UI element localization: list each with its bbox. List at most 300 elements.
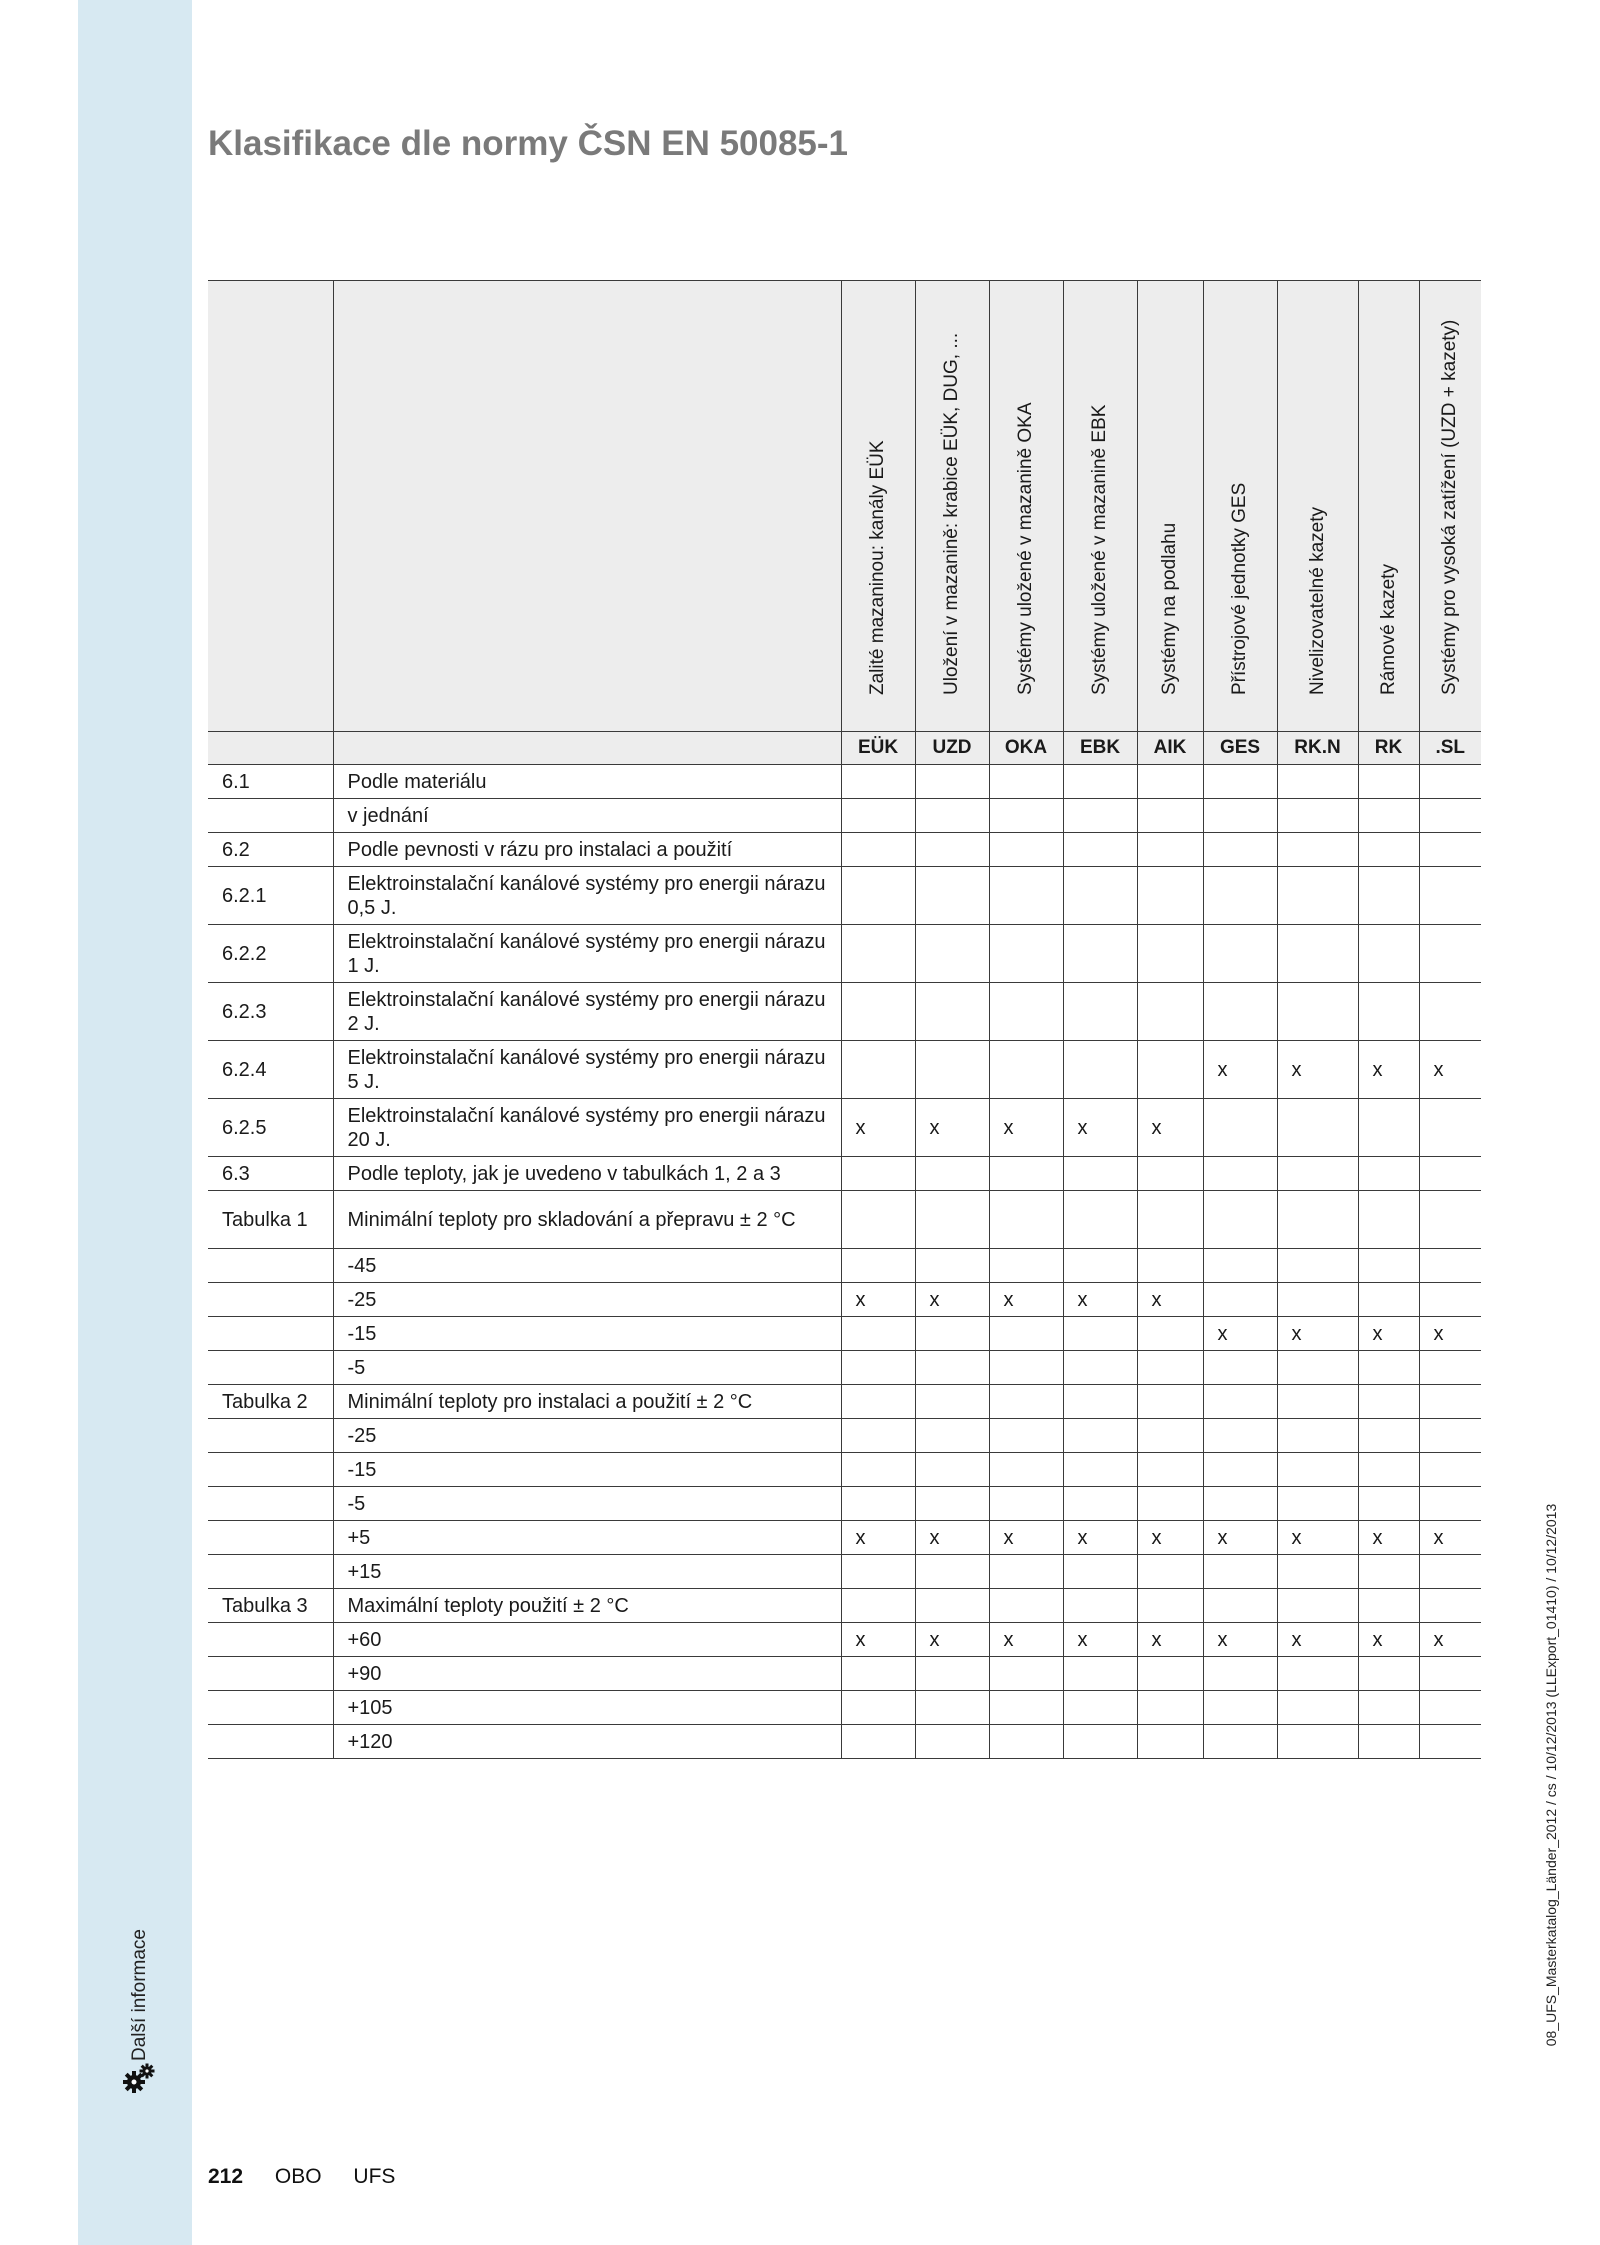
mark-cell: x xyxy=(1137,1283,1203,1317)
table-row xyxy=(208,1157,1481,1191)
mark-cell xyxy=(1203,1487,1277,1521)
table-row xyxy=(208,765,1481,799)
mark-cell xyxy=(1277,1283,1358,1317)
table-row xyxy=(208,1385,1481,1419)
column-code-row xyxy=(208,732,1481,765)
row-number xyxy=(208,1555,333,1589)
mark-cell: x xyxy=(915,1283,989,1317)
mark-cell xyxy=(1137,1191,1203,1249)
table-row xyxy=(208,1317,1481,1351)
mark-cell xyxy=(989,1249,1063,1283)
table-row xyxy=(208,1487,1481,1521)
table-row xyxy=(208,1589,1481,1623)
mark-cell xyxy=(1419,925,1481,983)
mark-cell xyxy=(1358,1487,1419,1521)
header-blank-cell xyxy=(333,281,841,732)
mark-cell: x xyxy=(1203,1317,1277,1351)
mark-cell: x xyxy=(1137,1099,1203,1157)
row-number xyxy=(208,1419,333,1453)
column-code: RK xyxy=(1358,732,1419,765)
row-label: -5 xyxy=(333,1351,841,1385)
mark-cell xyxy=(1277,833,1358,867)
mark-cell xyxy=(989,867,1063,925)
mark-cell xyxy=(1277,1351,1358,1385)
row-number: 6.2.2 xyxy=(208,925,333,983)
mark-cell xyxy=(1277,983,1358,1041)
table-row xyxy=(208,1041,1481,1099)
table-row xyxy=(208,1521,1481,1555)
mark-cell xyxy=(989,833,1063,867)
mark-cell xyxy=(1137,1385,1203,1419)
row-label: Elektroinstalační kanálové systémy pro energii nárazu 2 J. xyxy=(333,983,841,1041)
mark-cell xyxy=(1203,833,1277,867)
mark-cell: x xyxy=(989,1521,1063,1555)
column-code: UZD xyxy=(915,732,989,765)
mark-cell xyxy=(1277,1487,1358,1521)
mark-cell xyxy=(1063,1041,1137,1099)
mark-cell xyxy=(1203,1453,1277,1487)
row-number xyxy=(208,1487,333,1521)
row-label: Minimální teploty pro skladování a přepravu ± 2 °C xyxy=(333,1191,841,1249)
mark-cell xyxy=(1419,1283,1481,1317)
mark-cell xyxy=(1137,1657,1203,1691)
row-label: Elektroinstalační kanálové systémy pro energii nárazu 20 J. xyxy=(333,1099,841,1157)
mark-cell: x xyxy=(841,1099,915,1157)
mark-cell xyxy=(1063,1351,1137,1385)
table-row xyxy=(208,1555,1481,1589)
mark-cell xyxy=(1358,925,1419,983)
mark-cell xyxy=(1419,1657,1481,1691)
mark-cell xyxy=(1063,1157,1137,1191)
mark-cell xyxy=(1277,1657,1358,1691)
table-row xyxy=(208,867,1481,925)
row-label: Elektroinstalační kanálové systémy pro energii nárazu 1 J. xyxy=(333,925,841,983)
table-row xyxy=(208,1453,1481,1487)
mark-cell xyxy=(1419,1191,1481,1249)
row-number xyxy=(208,1725,333,1759)
mark-cell xyxy=(1137,1691,1203,1725)
mark-cell xyxy=(1358,867,1419,925)
mark-cell xyxy=(841,1041,915,1099)
mark-cell xyxy=(841,1351,915,1385)
mark-cell xyxy=(1203,1157,1277,1191)
mark-cell xyxy=(1358,983,1419,1041)
mark-cell: x xyxy=(1277,1041,1358,1099)
row-number: Tabulka 3 xyxy=(208,1589,333,1623)
mark-cell xyxy=(1203,1725,1277,1759)
mark-cell xyxy=(1419,1157,1481,1191)
page-number: 212 xyxy=(208,2165,244,2188)
mark-cell xyxy=(1358,1657,1419,1691)
mark-cell xyxy=(1419,1725,1481,1759)
mark-cell xyxy=(1137,867,1203,925)
mark-cell xyxy=(1277,1099,1358,1157)
code-blank-cell xyxy=(333,732,841,765)
row-number xyxy=(208,1657,333,1691)
row-number xyxy=(208,1521,333,1555)
row-label: +60 xyxy=(333,1623,841,1657)
mark-cell xyxy=(841,833,915,867)
mark-cell xyxy=(1419,1419,1481,1453)
mark-cell: x xyxy=(989,1283,1063,1317)
mark-cell xyxy=(915,799,989,833)
mark-cell xyxy=(1203,1419,1277,1453)
row-number xyxy=(208,1283,333,1317)
column-header xyxy=(841,281,915,732)
gears-icon xyxy=(120,2060,160,2100)
mark-cell xyxy=(841,983,915,1041)
row-label: Elektroinstalační kanálové systémy pro energii nárazu 0,5 J. xyxy=(333,867,841,925)
mark-cell xyxy=(1063,1589,1137,1623)
mark-cell xyxy=(1203,1351,1277,1385)
row-label: Podle pevnosti v rázu pro instalaci a použití xyxy=(333,833,841,867)
mark-cell: x xyxy=(1358,1623,1419,1657)
table-row xyxy=(208,1283,1481,1317)
mark-cell xyxy=(1277,1157,1358,1191)
mark-cell: x xyxy=(1137,1623,1203,1657)
row-label: +15 xyxy=(333,1555,841,1589)
mark-cell xyxy=(1358,1589,1419,1623)
mark-cell xyxy=(1277,1419,1358,1453)
mark-cell: x xyxy=(1063,1521,1137,1555)
mark-cell xyxy=(989,1691,1063,1725)
table-row xyxy=(208,1691,1481,1725)
column-header-label: Systémy uložené v mazanině EBK xyxy=(1089,404,1110,695)
mark-cell: x xyxy=(841,1283,915,1317)
mark-cell xyxy=(1358,765,1419,799)
mark-cell xyxy=(915,1317,989,1351)
mark-cell xyxy=(1203,1555,1277,1589)
mark-cell xyxy=(1358,799,1419,833)
mark-cell xyxy=(1277,799,1358,833)
mark-cell xyxy=(915,1385,989,1419)
mark-cell xyxy=(1063,1691,1137,1725)
mark-cell xyxy=(1137,833,1203,867)
table-row xyxy=(208,983,1481,1041)
mark-cell xyxy=(1419,983,1481,1041)
mark-cell xyxy=(1203,867,1277,925)
mark-cell: x xyxy=(1419,1317,1481,1351)
mark-cell xyxy=(1203,765,1277,799)
row-number: Tabulka 2 xyxy=(208,1385,333,1419)
mark-cell xyxy=(1419,1453,1481,1487)
column-header-label: Uložení v mazanině: krabice EÜK, DUG, ... xyxy=(941,332,962,695)
mark-cell xyxy=(915,1453,989,1487)
mark-cell xyxy=(1419,1589,1481,1623)
row-number xyxy=(208,1249,333,1283)
row-label: -15 xyxy=(333,1317,841,1351)
column-header-label: Rámové kazety xyxy=(1377,564,1399,695)
mark-cell xyxy=(915,925,989,983)
mark-cell xyxy=(1203,1385,1277,1419)
row-label: -15 xyxy=(333,1453,841,1487)
mark-cell xyxy=(1137,983,1203,1041)
sidebar-band xyxy=(78,0,192,2245)
row-number: 6.2.1 xyxy=(208,867,333,925)
column-code: AIK xyxy=(1137,732,1203,765)
print-metadata: 08_UFS_Masterkatalog_Länder_2012 / cs / 10/12/2013 (LLExport_01410) / 10/12/2013 xyxy=(1543,1503,1559,2047)
mark-cell: x xyxy=(1277,1317,1358,1351)
sidebar-section-label: Další informace xyxy=(129,1929,150,2061)
row-number: 6.2.3 xyxy=(208,983,333,1041)
mark-cell xyxy=(1203,983,1277,1041)
mark-cell xyxy=(1358,1157,1419,1191)
row-number: 6.1 xyxy=(208,765,333,799)
mark-cell: x xyxy=(1358,1521,1419,1555)
mark-cell xyxy=(1063,1657,1137,1691)
mark-cell xyxy=(1203,1283,1277,1317)
mark-cell xyxy=(841,765,915,799)
mark-cell: x xyxy=(989,1099,1063,1157)
mark-cell xyxy=(1419,1487,1481,1521)
column-header xyxy=(989,281,1063,732)
mark-cell: x xyxy=(841,1521,915,1555)
mark-cell xyxy=(1137,765,1203,799)
mark-cell xyxy=(841,1589,915,1623)
mark-cell xyxy=(1358,1249,1419,1283)
mark-cell xyxy=(1063,1453,1137,1487)
mark-cell xyxy=(1203,1191,1277,1249)
mark-cell xyxy=(1063,1249,1137,1283)
row-label: Minimální teploty pro instalaci a použití ± 2 °C xyxy=(333,1385,841,1419)
row-label: +120 xyxy=(333,1725,841,1759)
mark-cell xyxy=(1419,1385,1481,1419)
table-row xyxy=(208,1191,1481,1249)
mark-cell: x xyxy=(1419,1623,1481,1657)
mark-cell xyxy=(1203,1657,1277,1691)
mark-cell xyxy=(841,1249,915,1283)
column-header xyxy=(1137,281,1203,732)
mark-cell xyxy=(841,1191,915,1249)
column-header xyxy=(1419,281,1481,732)
mark-cell xyxy=(1137,1487,1203,1521)
mark-cell xyxy=(1063,1555,1137,1589)
mark-cell: x xyxy=(1063,1623,1137,1657)
mark-cell xyxy=(1419,867,1481,925)
mark-cell xyxy=(1277,1555,1358,1589)
mark-cell xyxy=(1137,1157,1203,1191)
row-number xyxy=(208,799,333,833)
row-label: +105 xyxy=(333,1691,841,1725)
mark-cell xyxy=(915,1555,989,1589)
row-number xyxy=(208,1691,333,1725)
mark-cell xyxy=(1063,983,1137,1041)
mark-cell xyxy=(1358,1385,1419,1419)
table-row xyxy=(208,799,1481,833)
mark-cell xyxy=(1277,1385,1358,1419)
mark-cell: x xyxy=(841,1623,915,1657)
mark-cell xyxy=(989,1351,1063,1385)
mark-cell xyxy=(989,1725,1063,1759)
mark-cell xyxy=(1063,765,1137,799)
row-number: 6.2.4 xyxy=(208,1041,333,1099)
mark-cell xyxy=(915,1157,989,1191)
mark-cell xyxy=(915,1589,989,1623)
mark-cell xyxy=(1063,833,1137,867)
mark-cell xyxy=(1358,1419,1419,1453)
mark-cell xyxy=(915,765,989,799)
mark-cell xyxy=(1137,1725,1203,1759)
mark-cell xyxy=(841,1555,915,1589)
table-row xyxy=(208,1099,1481,1157)
table-row xyxy=(208,925,1481,983)
mark-cell xyxy=(1277,867,1358,925)
mark-cell xyxy=(915,1657,989,1691)
mark-cell: x xyxy=(1419,1041,1481,1099)
mark-cell xyxy=(841,1419,915,1453)
mark-cell xyxy=(1419,1691,1481,1725)
mark-cell: x xyxy=(1137,1521,1203,1555)
page-footer xyxy=(208,2165,395,2189)
mark-cell: x xyxy=(1203,1623,1277,1657)
mark-cell xyxy=(1358,1191,1419,1249)
column-header-label: Nivelizovatelné kazety xyxy=(1306,507,1328,695)
row-label: Maximální teploty použití ± 2 °C xyxy=(333,1589,841,1623)
mark-cell xyxy=(1137,1453,1203,1487)
mark-cell xyxy=(1203,1691,1277,1725)
column-code: EBK xyxy=(1063,732,1137,765)
mark-cell xyxy=(1063,1419,1137,1453)
mark-cell xyxy=(1137,1317,1203,1351)
mark-cell xyxy=(1358,1691,1419,1725)
mark-cell xyxy=(915,833,989,867)
mark-cell xyxy=(1137,1041,1203,1099)
mark-cell xyxy=(1419,1099,1481,1157)
mark-cell xyxy=(989,1487,1063,1521)
mark-cell xyxy=(1358,1453,1419,1487)
mark-cell xyxy=(1277,925,1358,983)
mark-cell xyxy=(841,1317,915,1351)
mark-cell xyxy=(841,867,915,925)
column-header-label: Systémy na podlahu xyxy=(1159,522,1180,695)
code-blank-cell xyxy=(208,732,333,765)
mark-cell: x xyxy=(989,1623,1063,1657)
mark-cell xyxy=(1137,799,1203,833)
mark-cell: x xyxy=(915,1099,989,1157)
column-header-label: Systémy uložené v mazanině OKA xyxy=(1015,402,1036,695)
mark-cell xyxy=(1203,1249,1277,1283)
mark-cell xyxy=(1358,833,1419,867)
mark-cell xyxy=(1137,1555,1203,1589)
mark-cell xyxy=(1277,1725,1358,1759)
row-number: 6.2.5 xyxy=(208,1099,333,1157)
column-header xyxy=(1063,281,1137,732)
mark-cell xyxy=(989,1157,1063,1191)
mark-cell xyxy=(1063,925,1137,983)
mark-cell xyxy=(1137,1419,1203,1453)
mark-cell xyxy=(915,983,989,1041)
mark-cell xyxy=(1063,1385,1137,1419)
mark-cell xyxy=(1203,1589,1277,1623)
column-header xyxy=(1277,281,1358,732)
mark-cell: x xyxy=(1277,1623,1358,1657)
mark-cell xyxy=(1137,1249,1203,1283)
mark-cell xyxy=(1137,925,1203,983)
column-code: RK.N xyxy=(1277,732,1358,765)
mark-cell xyxy=(1358,1555,1419,1589)
mark-cell xyxy=(989,799,1063,833)
row-label: Podle teploty, jak je uvedeno v tabulkách 1, 2 a 3 xyxy=(333,1157,841,1191)
mark-cell: x xyxy=(915,1521,989,1555)
row-number: 6.3 xyxy=(208,1157,333,1191)
mark-cell xyxy=(989,1041,1063,1099)
mark-cell xyxy=(1358,1725,1419,1759)
mark-cell xyxy=(1419,765,1481,799)
mark-cell xyxy=(1277,1691,1358,1725)
row-label: +90 xyxy=(333,1657,841,1691)
mark-cell xyxy=(1277,1453,1358,1487)
column-header xyxy=(915,281,989,732)
row-number xyxy=(208,1351,333,1385)
mark-cell: x xyxy=(1358,1317,1419,1351)
mark-cell: x xyxy=(915,1623,989,1657)
brand-name: OBO xyxy=(274,2165,322,2188)
mark-cell xyxy=(1203,799,1277,833)
mark-cell: x xyxy=(1419,1521,1481,1555)
mark-cell xyxy=(989,1453,1063,1487)
mark-cell xyxy=(1358,1351,1419,1385)
mark-cell xyxy=(1419,1555,1481,1589)
row-label: Elektroinstalační kanálové systémy pro energii nárazu 5 J. xyxy=(333,1041,841,1099)
mark-cell: x xyxy=(1358,1041,1419,1099)
mark-cell xyxy=(1277,765,1358,799)
mark-cell xyxy=(1137,1589,1203,1623)
table-row xyxy=(208,1725,1481,1759)
mark-cell: x xyxy=(1277,1521,1358,1555)
column-header-label: Zalité mazaninou: kanály EÜK xyxy=(867,440,888,695)
mark-cell xyxy=(989,1385,1063,1419)
table-row xyxy=(208,1249,1481,1283)
mark-cell xyxy=(841,1657,915,1691)
row-number xyxy=(208,1623,333,1657)
row-label: -25 xyxy=(333,1419,841,1453)
mark-cell xyxy=(1063,1487,1137,1521)
mark-cell xyxy=(1358,1099,1419,1157)
column-header-label: Přístrojové jednotky GES xyxy=(1229,482,1250,695)
mark-cell xyxy=(1277,1191,1358,1249)
mark-cell xyxy=(1277,1249,1358,1283)
row-label: v jednání xyxy=(333,799,841,833)
page-title: Klasifikace dle normy ČSN EN 50085-1 xyxy=(208,124,849,163)
mark-cell xyxy=(915,1419,989,1453)
mark-cell xyxy=(1203,1099,1277,1157)
mark-cell: x xyxy=(1063,1099,1137,1157)
mark-cell xyxy=(915,1487,989,1521)
mark-cell xyxy=(989,925,1063,983)
column-header-label: Systémy pro vysoká zatížení (UZD + kazety) xyxy=(1439,319,1461,695)
column-code: GES xyxy=(1203,732,1277,765)
table-row xyxy=(208,1657,1481,1691)
mark-cell xyxy=(841,1453,915,1487)
row-label: -25 xyxy=(333,1283,841,1317)
mark-cell xyxy=(1063,867,1137,925)
mark-cell xyxy=(841,1157,915,1191)
mark-cell xyxy=(915,1249,989,1283)
mark-cell: x xyxy=(1063,1283,1137,1317)
mark-cell xyxy=(1063,1317,1137,1351)
mark-cell xyxy=(915,1191,989,1249)
classification-table xyxy=(208,280,1481,1759)
section-name: UFS xyxy=(353,2165,396,2188)
mark-cell xyxy=(1419,1249,1481,1283)
mark-cell xyxy=(1063,799,1137,833)
column-header xyxy=(1203,281,1277,732)
mark-cell xyxy=(989,1317,1063,1351)
column-code: .SL xyxy=(1419,732,1481,765)
mark-cell xyxy=(1203,925,1277,983)
row-label: Podle materiálu xyxy=(333,765,841,799)
table-row xyxy=(208,833,1481,867)
